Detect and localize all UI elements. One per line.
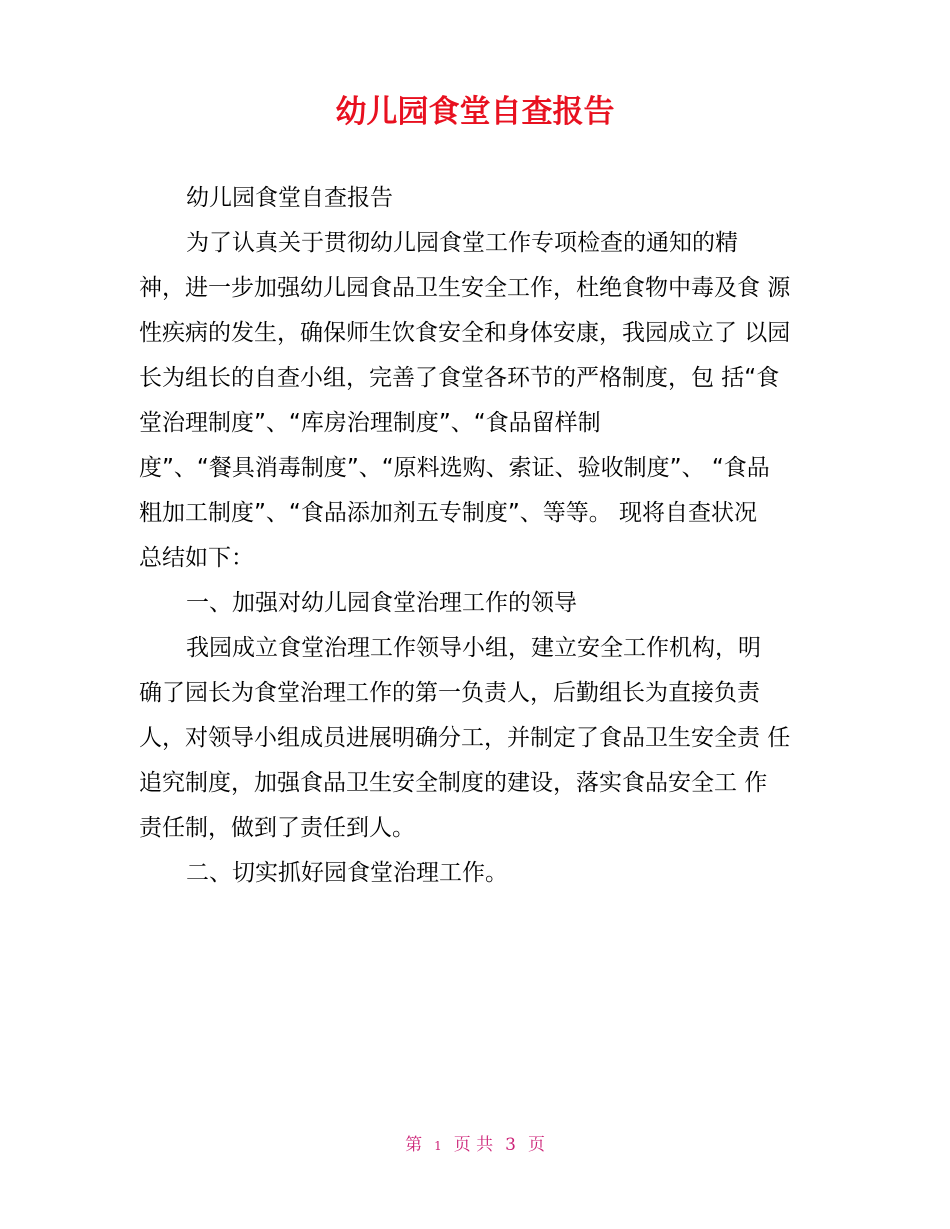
section-heading-1: 一、加强对幼儿园食堂治理工作的领导 — [186, 590, 577, 616]
paragraph-line: 人，对领导小组成员进展明确分工，并制定了食品卫生安全责 任 — [139, 725, 791, 751]
footer-prefix: 第 — [405, 1135, 423, 1155]
paragraph-line: 总结如下： — [139, 545, 254, 571]
footer-total-pages: 3 — [505, 1135, 516, 1155]
document-body — [139, 176, 811, 896]
document-subtitle: 幼儿园食堂自查报告 — [186, 185, 393, 211]
paragraph-line: 追究制度，加强食品卫生安全制度的建设，落实食品安全工 作 — [139, 770, 768, 796]
section-heading-2: 二、切实抓好园食堂治理工作。 — [186, 860, 508, 886]
document-title: 幼儿园食堂自查报告 — [335, 94, 615, 130]
footer-middle: 页 共 — [453, 1135, 494, 1155]
paragraph-line: 为了认真关于贯彻幼儿园食堂工作专项检查的通知的精 — [186, 230, 738, 256]
paragraph-line: 性疾病的发生，确保师生饮食安全和身体安康，我园成立了 以园 — [139, 320, 791, 346]
page-footer — [0, 1133, 950, 1158]
paragraph-line: 责任制，做到了责任到人。 — [139, 815, 415, 841]
footer-suffix: 页 — [527, 1135, 545, 1155]
paragraph-line: 堂治理制度”、“库房治理制度”、“食品留样制 — [139, 410, 601, 436]
paragraph-leadership — [139, 626, 811, 851]
paragraph-intro — [139, 221, 811, 581]
paragraph-line: 神，进一步加强幼儿园食品卫生安全工作，杜绝食物中毒及食 源 — [139, 275, 791, 301]
paragraph-line: 确了园长为食堂治理工作的第一负责人，后勤组长为直接负责 — [139, 680, 760, 706]
paragraph-line: 长为组长的自查小组，完善了食堂各环节的严格制度，包 括“食 — [139, 365, 780, 391]
paragraph-line: 度”、“餐具消毒制度”、“原料选购、索证、验收制度”、 “食品 — [139, 455, 770, 481]
paragraph-line: 粗加工制度”、“食品添加剂五专制度”、等等。 现将自查状况 — [139, 500, 758, 526]
paragraph-line: 我园成立食堂治理工作领导小组，建立安全工作机构，明 — [186, 635, 761, 661]
footer-page-number: 1 — [434, 1139, 442, 1153]
